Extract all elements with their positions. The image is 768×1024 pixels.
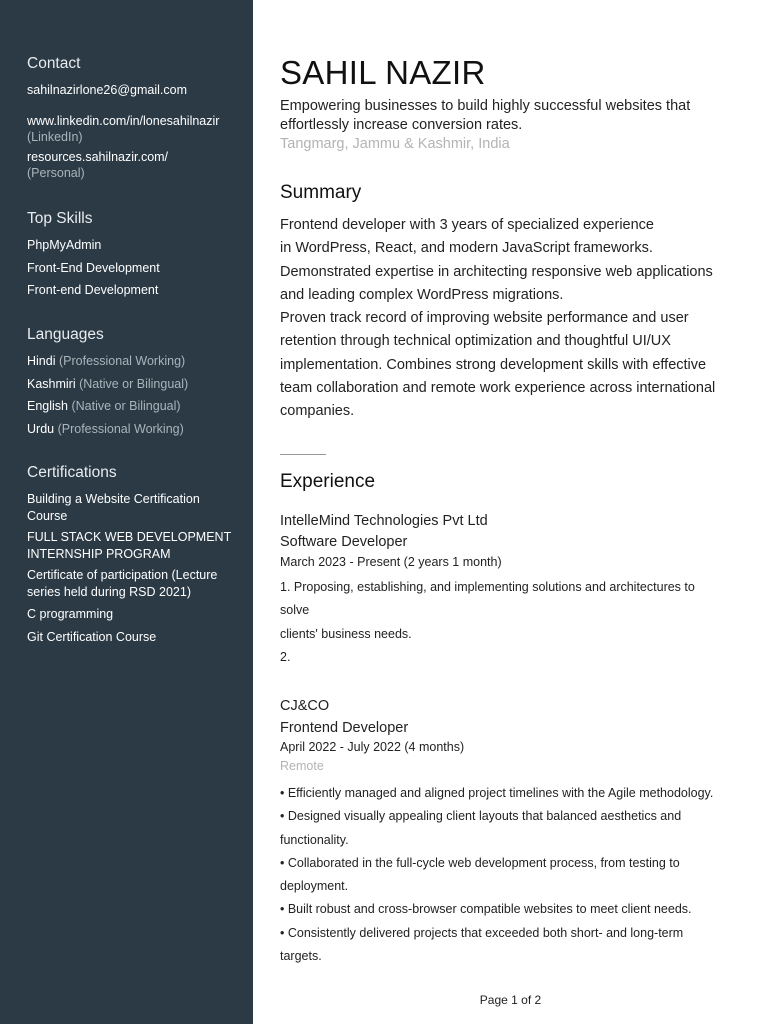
certification-item: Building a Website Certification Course [27,492,200,523]
summary-line: and leading complex WordPress migrations. [280,286,564,303]
language-level: (Native or Bilingual) [71,399,181,413]
location: Tangmarg, Jammu & Kashmir, India [280,136,510,152]
language-item [27,376,245,393]
certification-item: Certificate of participation (Lecture series held during RSD 2021) [27,568,218,599]
page-number: Page 1 of 2 [479,993,542,1007]
summary-line: implementation. Combines strong development skills with effective [280,356,707,373]
main-content [280,0,746,1024]
sidebar [0,0,253,1024]
certifications-heading: Certifications [27,464,117,481]
job-company: CJ&CO [280,698,330,714]
summary-line: Demonstrated expertise in architecting responsive web applications [280,263,713,280]
linkedin-link[interactable]: www.linkedin.com/in/lonesahilnazir [27,113,220,128]
job-description [280,576,746,669]
summary-line: retention through technical optimization and thoughtful UI/UX [280,333,671,350]
summary-line: companies. [280,403,355,420]
tagline: Empowering businesses to build highly successful websites that effortlessly increase conversion rates. [280,98,691,133]
job-role: Frontend Developer [280,720,409,736]
job-description-line: • Consistently delivered projects that exceeded both short- and long-term [280,925,684,940]
job-description [280,782,746,968]
job-description-line: • Designed visually appealing client layouts that balanced aesthetics and [280,809,682,824]
language-name: Urdu [27,421,55,436]
personal-site-link[interactable]: resources.sahilnazir.com/ [27,149,169,164]
language-name: Hindi [27,354,56,368]
email-link[interactable]: sahilnazirlone26@gmail.com [27,83,187,97]
summary-title: Summary [280,182,362,203]
job-dates: March 2023 - Present (2 years 1 month) [280,555,502,569]
job-description-line: • Efficiently managed and aligned project timelines with the Agile methodology. [280,786,714,800]
skills-heading: Top Skills [27,210,93,227]
experience-title: Experience [280,471,376,492]
certification-item: FULL STACK WEB DEVELOPMENT INTERNSHIP PROGRAM [27,530,231,561]
job-description-line: • Collaborated in the full-cycle web development process, from testing to [280,855,680,870]
job-role: Software Developer [280,534,408,550]
job-dates: April 2022 - July 2022 (4 months) [280,740,465,754]
section-divider [280,454,326,455]
summary-line: Frontend developer with 3 years of specialized experience [280,217,654,233]
contact-heading: Contact [27,55,81,72]
job-description-line: solve [280,603,310,618]
job-description-line: targets. [280,949,322,964]
summary-line: Proven track record of improving website performance and user [280,310,689,327]
job-description-line: deployment. [280,879,349,894]
language-item [27,353,245,370]
summary-line: in WordPress, React, and modern JavaScript frameworks. [280,240,653,257]
skills-section [27,209,245,299]
job-description-line: functionality. [280,832,349,847]
job-location: Remote [280,759,324,773]
language-level: (Professional Working) [57,421,184,436]
skill-item: Front-end Development [27,283,159,297]
certifications-section [27,463,247,645]
certification-item: Git Certification Course [27,629,157,644]
job-description-line: 2. [280,649,291,664]
skill-item: Front-End Development [27,260,160,275]
language-item [27,421,245,438]
summary-body [280,214,746,424]
job-company: IntelleMind Technologies Pvt Ltd [280,513,488,529]
language-level: (Native or Bilingual) [79,376,189,391]
skill-item: PhpMyAdmin [27,238,102,252]
job-description-line: 1. Proposing, establishing, and implementing solutions and architectures to [280,580,695,594]
languages-section [27,325,245,437]
candidate-name: SAHIL NAZIR [280,54,486,91]
personal-site-label: (Personal) [27,166,85,180]
linkedin-label: (LinkedIn) [27,130,83,144]
language-item [27,398,245,415]
contact-section [27,54,245,182]
summary-line: team collaboration and remote work experience across international [280,380,716,397]
languages-heading: Languages [27,326,104,343]
language-level: (Professional Working) [58,354,186,368]
job-description-line: clients' business needs. [280,626,412,641]
job-description-line: • Built robust and cross-browser compatible websites to meet client needs. [280,902,692,917]
certification-item: C programming [27,607,114,621]
language-name: Kashmiri [27,376,76,391]
language-name: English [27,399,68,413]
